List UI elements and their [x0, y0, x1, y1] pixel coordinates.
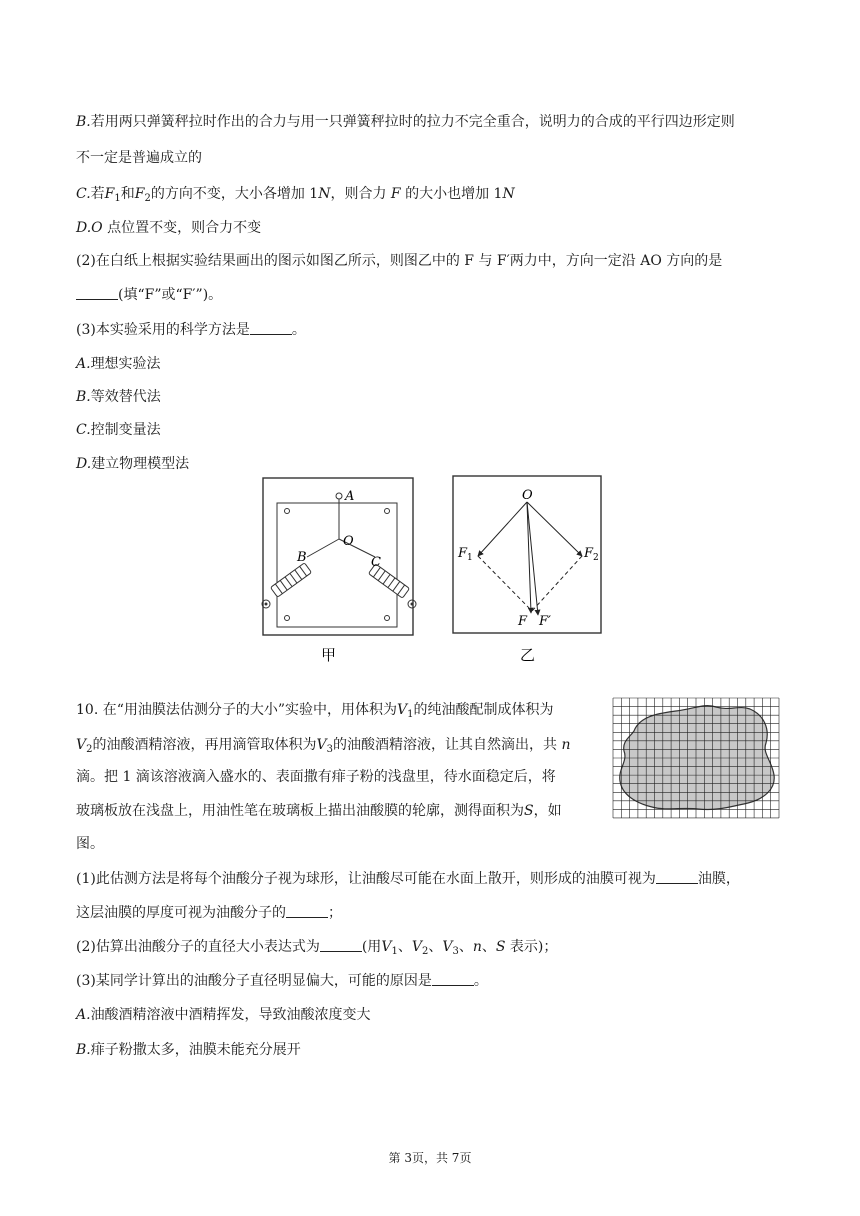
f-prime-label: F′ — [539, 614, 551, 629]
q9-choice-b: B.等效替代法 — [76, 389, 161, 405]
point-c-label: C — [371, 555, 381, 570]
figure-yi — [450, 475, 605, 665]
point-a-label: A — [345, 489, 355, 504]
page-footer: 第 3页，共 7页 — [388, 1151, 472, 1165]
yi-point-o-label: O — [522, 488, 533, 503]
q9-choice-d: D.建立物理模型法 — [76, 456, 190, 472]
q10-part1-line2: 这层油膜的厚度可视为油酸分子的 ； — [76, 905, 342, 921]
q10-line1: 10. 在“用油膜法估测分子的大小”实验中，用体积为$V_1$的纯油酸配制成体积为 — [76, 702, 554, 720]
q10-line5: 图。 — [76, 836, 104, 852]
q9-choice-a: A.理想实验法 — [76, 356, 161, 372]
q10-option-a: A.油酸酒精溶液中酒精挥发，导致油酸浓度变大 — [76, 1007, 371, 1023]
q10-line3: 滴。把 1 滴该溶液滴入盛水的、表面撒有痱子粉的浅盘里，待水面稳定后，将 — [76, 769, 556, 785]
q9-option-b-line1: B.若用两只弹簧秤拉时作出的合力与用一只弹簧秤拉时的拉力不完全重合，说明力的合成的平行四边形定则 — [76, 114, 735, 130]
q10-line2: $V_2$的油酸酒精溶液，再用滴管取体积为$V_3$的油酸酒精溶液，让其自然滴出，共 n — [76, 737, 571, 755]
figure-yi-label: 乙 — [520, 646, 536, 664]
q10-option-b: B.痱子粉撒太多，油膜未能充分展开 — [76, 1042, 301, 1058]
f-label: F — [518, 614, 528, 629]
f2-label: $F_2$ — [584, 546, 599, 563]
q9-option-b-line2: 不一定是普遍成立的 — [76, 150, 202, 166]
figure-jia-label: 甲 — [321, 646, 337, 664]
q9-part3: (3)本实验采用的科学方法是 。 — [76, 322, 306, 338]
q9-option-c: C.若$F_1$和$F_2$的方向不变，大小各增加 1N，则合力 F 的大小也增加 1N — [76, 186, 515, 204]
q9-option-d: D.O 点位置不变，则合力不变 — [76, 220, 262, 236]
q10-line4: 玻璃板放在浅盘上，用油性笔在玻璃板上描出油酸膜的轮廓，测得面积为S，如 — [76, 803, 562, 819]
oil-film-grid-figure — [612, 697, 780, 819]
q9-part2-line1: (2)在白纸上根据实验结果画出的图示如图乙所示，则图乙中的 F 与 F′两力中，方向一定沿 AO 方向的是 — [76, 253, 723, 269]
figure-jia — [255, 475, 425, 665]
point-o-label: O — [343, 534, 354, 549]
q9-choice-c: C.控制变量法 — [76, 422, 161, 438]
point-b-label: B — [297, 550, 307, 565]
q10-part1-line1: (1)此估测方法是将每个油酸分子视为球形，让油酸尽可能在水面上散开，则形成的油膜可视为 油膜， — [76, 871, 740, 887]
q9-part2-line2: (填“F”或“F′”)。 — [76, 284, 222, 304]
q10-part2: (2)估算出油酸分子的直径大小表达式为 (用$V_1$、$V_2$、$V_3$、n、S 表示)； — [76, 939, 558, 957]
q10-part3: (3)某同学计算出的油酸分子直径明显偏大，可能的原因是 。 — [76, 973, 488, 989]
f1-label: $F_1$ — [458, 546, 473, 563]
